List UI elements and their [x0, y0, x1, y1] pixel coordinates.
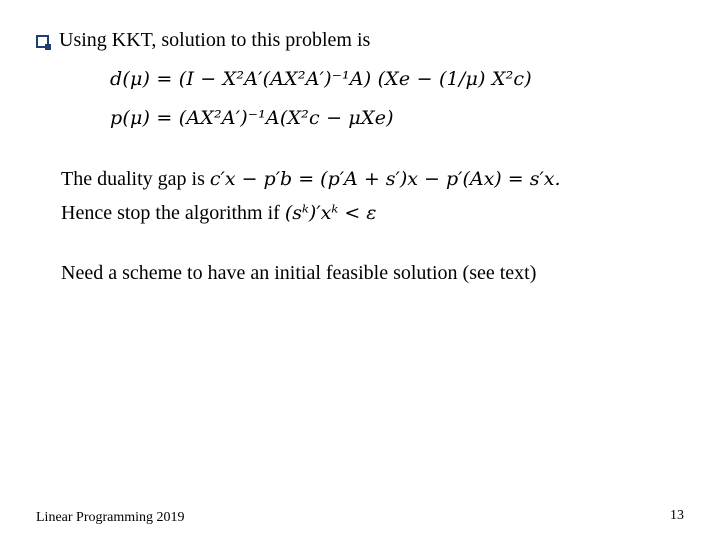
- stop-condition-line: [61, 202, 377, 225]
- equation-d-mu: d(μ) = (I − X²A′(AX²A′)⁻¹A) (Xe − (1/μ) X²c): [110, 68, 532, 90]
- stop-condition-math: (sᵏ)′xᵏ < ε: [284, 202, 377, 224]
- page-number: 13: [670, 508, 684, 523]
- initial-feasible-line: Need a scheme to have an initial feasible solution (see text): [61, 262, 537, 284]
- duality-gap-text: The duality gap is: [61, 168, 205, 190]
- square-bullet-icon: [36, 35, 49, 48]
- footer-course-title: Linear Programming 2019: [36, 510, 185, 525]
- equation-p-mu: p(μ) = (AX²A′)⁻¹A(X²c − μXe): [110, 107, 394, 129]
- duality-gap-math: c′x − p′b = (p′A + s′)x − p′(Ax) = s′x.: [209, 168, 561, 190]
- duality-gap-line: [61, 168, 561, 191]
- heading-row: [36, 29, 370, 52]
- heading-text: Using KKT, solution to this problem is: [59, 29, 371, 51]
- stop-condition-text: Hence stop the algorithm if: [61, 202, 280, 224]
